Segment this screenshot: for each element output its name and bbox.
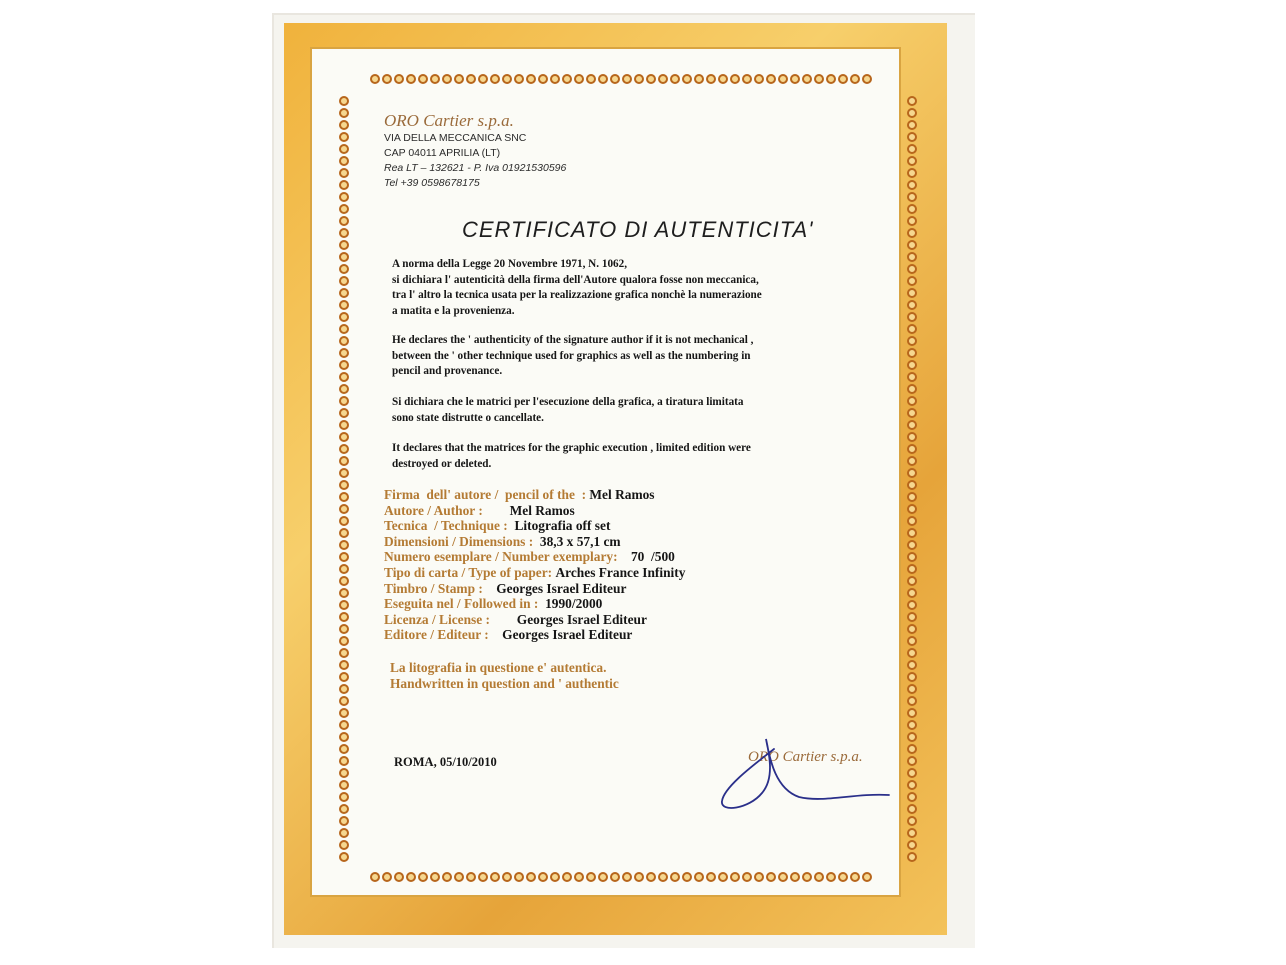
text-line: between the ' other technique used for graphics as well as the numbering in [392,349,751,362]
ornament-motif [907,252,917,262]
ornament-motif [406,74,416,84]
ornament-motif [339,192,349,202]
ornament-motif [907,624,917,634]
ornament-motif [418,74,428,84]
ornament-motif [339,576,349,586]
ornament-motif [418,872,428,882]
ornament-motif [339,768,349,778]
ornament-motif [339,156,349,166]
ornament-motif [907,600,917,610]
ornament-motif [682,74,692,84]
detail-label: Dimensioni / Dimensions : [384,533,540,549]
detail-row-publisher [384,627,904,643]
ornament-motif [907,300,917,310]
ornament-motif [907,744,917,754]
ornament-motif [339,324,349,334]
detail-label: Editore / Editeur : [384,627,503,643]
ornament-motif [907,336,917,346]
company-rea: Rea LT – 132621 - P. Iva 01921530596 [384,162,567,174]
signature-company: ORO Cartier s.p.a. [748,749,863,765]
ornament-motif [610,872,620,882]
ornament-motif [838,872,848,882]
ornament-motif [339,636,349,646]
paragraph-english-declaration [392,333,872,380]
ornament-motif [694,872,704,882]
ornament-motif [907,348,917,358]
ornament-motif [339,552,349,562]
ornament-motif [370,74,380,84]
ornament-motif [339,312,349,322]
ornament-motif [339,720,349,730]
ornament-motif [907,804,917,814]
ornament-motif [907,492,917,502]
ornament-motif [339,444,349,454]
ornament-motif [670,74,680,84]
ornament-motif [907,708,917,718]
detail-row-license [384,612,904,628]
text-line: Si dichiara che le matrici per l'esecuzione della grafica, a tiratura limitata [392,396,744,408]
detail-label: Autore / Author : [384,502,510,518]
ornament-motif [339,648,349,658]
ornament-motif [850,74,860,84]
ornament-motif [339,408,349,418]
ornament-motif [907,120,917,130]
ornament-motif [339,360,349,370]
ornament-motif [907,360,917,370]
ornament-motif [339,204,349,214]
ornament-motif [907,420,917,430]
ornament-motif [694,74,704,84]
ornament-motif [862,74,872,84]
ornament-motif [907,204,917,214]
text-line: pencil and provenance. [392,365,503,377]
ornament-motif [754,74,764,84]
ornament-motif [394,872,404,882]
ornament-motif [490,74,500,84]
detail-row-dimensions [384,534,904,550]
ornament-motif [339,456,349,466]
company-header [384,111,566,191]
ornament-motif [907,636,917,646]
ornament-motif [339,528,349,538]
ornament-motif [826,872,836,882]
ornament-motif [907,156,917,166]
ornament-motif [838,74,848,84]
ornament-motif [598,872,608,882]
ornament-motif [339,432,349,442]
text-line: destroyed or deleted. [392,457,492,470]
ornament-motif [550,74,560,84]
ornament-motif [907,144,917,154]
ornament-motif [778,872,788,882]
company-name: ORO Cartier s.p.a. [384,111,514,130]
ornament-motif [622,872,632,882]
ornament-motif [466,872,476,882]
ornament-motif [339,132,349,142]
ornament-motif [562,74,572,84]
ornament-motif [550,872,560,882]
ornament-motif [907,240,917,250]
detail-label: Eseguita nel / Followed in : [384,596,546,612]
ornament-motif [907,852,917,862]
ornament-motif [907,780,917,790]
ornament-motif [339,300,349,310]
ornament-motif [394,74,404,84]
text-line: a matita e la provenienza. [392,304,515,317]
ornament-motif [790,872,800,882]
ornament-motif [766,872,776,882]
detail-value: Mel Ramos [589,487,655,502]
ornament-motif [907,576,917,586]
ornament-motif [718,74,728,84]
ornament-motif [339,348,349,358]
ornament-motif [339,168,349,178]
ornament-motif [339,612,349,622]
ornament-motif [814,872,824,882]
detail-value: Arches France Infinity [555,564,686,580]
ornament-motif [339,732,349,742]
ornament-motif [430,74,440,84]
ornament-motif [802,74,812,84]
certificate-title: CERTIFICATO DI AUTENTICITA' [462,217,814,242]
ornament-motif [907,180,917,190]
ornament-motif [850,872,860,882]
ornament-motif [586,872,596,882]
ornament-motif [790,74,800,84]
ornament-motif [339,600,349,610]
ornament-motif [907,288,917,298]
ornament-motif [907,648,917,658]
ornament-motif [526,872,536,882]
ornament-motif [907,732,917,742]
detail-value: 70 /500 [630,549,675,565]
ornament-motif [339,828,349,838]
authenticity-statement [390,660,619,691]
ornament-motif [742,872,752,882]
ornament-motif [907,168,917,178]
ornament-motif [339,696,349,706]
ornament-motif [907,192,917,202]
ornament-motif [339,624,349,634]
certificate-photo [272,13,975,948]
ornament-motif [907,684,917,694]
ornament-motif [339,756,349,766]
ornament-motif [339,564,349,574]
company-cap: CAP 04011 APRILIA (LT) [384,147,501,159]
ornament-motif [339,816,349,826]
detail-label: Firma dell' autore / pencil of the : [384,487,590,502]
ornament-motif [339,264,349,274]
ornament-motif [339,684,349,694]
ornament-motif [907,384,917,394]
ornament-motif [339,144,349,154]
ornament-motif [339,660,349,670]
ornament-motif [442,74,452,84]
text-line: He declares the ' authenticity of the signature author if it is not mechanical , [392,334,754,346]
ornament-motif [339,96,349,106]
ornament-motif [339,480,349,490]
ornament-motif [730,872,740,882]
ornament-motif [514,74,524,84]
ornament-motif [339,216,349,226]
detail-value: Georges Israel Editeur [516,611,647,627]
ornament-motif [907,756,917,766]
ornament-motif [339,516,349,526]
place-date: ROMA, 05/10/2010 [394,755,497,769]
ornament-motif [778,74,788,84]
ornament-motif [454,74,464,84]
ornament-motif [339,288,349,298]
ornament-motif [907,828,917,838]
ornament-motif [706,872,716,882]
text-line: La litografia in questione e' autentica. [390,660,607,675]
ornament-motif [339,108,349,118]
ornament-motif [339,420,349,430]
ornament-motif [339,372,349,382]
ornament-motif [907,552,917,562]
ornament-motif [718,872,728,882]
ornament-motif [907,792,917,802]
detail-row-paper [384,565,904,581]
detail-value: Mel Ramos [509,502,575,518]
text-line: It declares that the matrices for the graphic execution , limited edition were [392,442,751,454]
ornament-motif [742,74,752,84]
ornament-motif [382,872,392,882]
ornament-motif [339,540,349,550]
ornament-motif [370,872,380,882]
ornament-motif [382,74,392,84]
artwork-details [384,487,904,643]
ornament-motif [466,74,476,84]
ornament-motif [907,504,917,514]
ornament-motif [339,336,349,346]
detail-row-author [384,503,904,519]
text-line: Handwritten in question and ' authentic [390,675,619,691]
ornament-motif [682,872,692,882]
ornament-motif [907,408,917,418]
detail-label: Numero esemplare / Number exemplary: [384,549,631,565]
ornament-motif [658,872,668,882]
ornament-motif [339,240,349,250]
ornament-motif [907,768,917,778]
ornament-motif [907,588,917,598]
ornament-motif [339,744,349,754]
ornament-band-right [906,95,918,865]
ornament-motif [339,276,349,286]
ornament-motif [598,74,608,84]
ornament-motif [907,276,917,286]
ornament-motif [907,108,917,118]
detail-row-signature [384,487,904,503]
ornament-motif [634,74,644,84]
detail-row-number [384,549,904,565]
ornament-motif [339,852,349,862]
ornament-motif [586,74,596,84]
detail-row-stamp [384,581,904,597]
ornament-motif [339,504,349,514]
detail-label: Tecnica / Technique : [384,518,515,534]
ornament-band-left [338,95,350,865]
ornament-motif [574,74,584,84]
paragraph-english-matrices [392,441,872,472]
ornament-motif [907,312,917,322]
paragraph-italian-law [392,257,872,319]
detail-row-executed [384,596,904,612]
ornament-motif [442,872,452,882]
ornament-motif [339,792,349,802]
ornament-motif [907,564,917,574]
ornament-band-bottom [369,871,879,883]
detail-label: Tipo di carta / Type of paper: [384,564,556,580]
ornament-motif [907,132,917,142]
ornament-motif [339,672,349,682]
ornament-motif [907,216,917,226]
ornament-motif [454,872,464,882]
ornament-motif [622,74,632,84]
ornament-motif [907,264,917,274]
ornament-motif [907,468,917,478]
ornament-motif [339,252,349,262]
ornament-motif [907,720,917,730]
ornament-motif [862,872,872,882]
ornament-motif [339,708,349,718]
ornament-motif [907,528,917,538]
ornament-motif [634,872,644,882]
ornament-motif [907,228,917,238]
ornament-motif [646,74,656,84]
ornament-motif [339,228,349,238]
handwritten-signature [704,731,894,811]
ornament-motif [538,74,548,84]
detail-label: Timbro / Stamp : [384,580,497,596]
ornament-motif [502,872,512,882]
detail-row-technique [384,518,904,534]
detail-value: Litografia off set [514,518,611,534]
ornament-motif [339,396,349,406]
ornament-motif [907,444,917,454]
ornament-motif [670,872,680,882]
ornament-motif [907,456,917,466]
ornament-motif [526,74,536,84]
text-line: A norma della Legge 20 Novembre 1971, N. 1062, [392,258,628,270]
ornament-motif [574,872,584,882]
ornament-motif [658,74,668,84]
detail-value: Georges Israel Editeur [496,580,627,596]
text-line: si dichiara l' autenticità della firma dell'Autore qualora fosse non meccanica, [392,273,759,286]
paragraph-italian-matrices [392,395,872,426]
ornament-motif [646,872,656,882]
ornament-motif [339,468,349,478]
ornament-motif [478,74,488,84]
ornament-motif [907,516,917,526]
ornament-motif [502,74,512,84]
ornament-motif [814,74,824,84]
ornament-motif [339,804,349,814]
ornament-motif [562,872,572,882]
ornament-motif [907,840,917,850]
ornament-motif [766,74,776,84]
ornament-motif [802,872,812,882]
ornament-motif [339,492,349,502]
ornament-motif [706,74,716,84]
ornament-motif [826,74,836,84]
ornament-motif [514,872,524,882]
detail-label: Licenza / License : [384,611,517,627]
ornament-motif [478,872,488,882]
ornament-motif [754,872,764,882]
ornament-motif [907,672,917,682]
ornament-motif [907,96,917,106]
ornament-motif [907,660,917,670]
detail-value: 1990/2000 [545,596,603,612]
text-line: tra l' altro la tecnica usata per la realizzazione grafica nonchè la numerazione [392,289,762,301]
ornament-motif [907,372,917,382]
ornament-motif [610,74,620,84]
ornament-motif [907,540,917,550]
ornament-motif [430,872,440,882]
ornament-motif [339,384,349,394]
ornament-motif [907,612,917,622]
company-tel: Tel +39 0598678175 [384,177,480,189]
ornament-motif [538,872,548,882]
certificate-sheet [274,15,975,948]
ornament-motif [907,432,917,442]
text-line: sono state distrutte o cancellate. [392,411,544,424]
ornament-motif [907,696,917,706]
detail-value: 38,3 x 57,1 cm [539,533,621,549]
ornament-motif [339,120,349,130]
ornament-motif [907,816,917,826]
ornament-motif [339,180,349,190]
ornament-motif [339,780,349,790]
ornament-motif [339,588,349,598]
ornament-motif [490,872,500,882]
ornament-motif [730,74,740,84]
ornament-motif [907,480,917,490]
company-address: VIA DELLA MECCANICA SNC [384,132,527,144]
detail-value: Georges Israel Editeur [502,627,633,643]
ornament-band-top [369,73,879,85]
ornament-motif [907,324,917,334]
ornament-motif [339,840,349,850]
ornament-motif [907,396,917,406]
ornament-motif [406,872,416,882]
